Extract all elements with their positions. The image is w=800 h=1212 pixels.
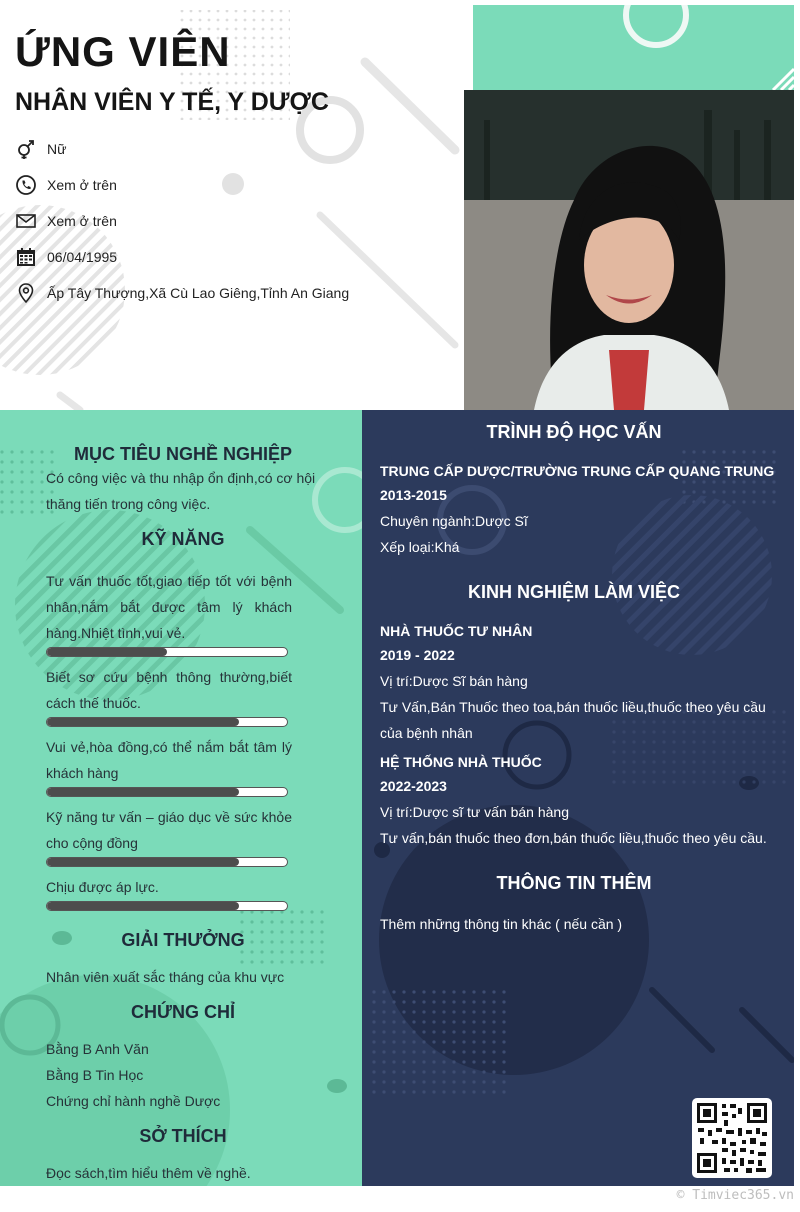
extra-text: Thêm những thông tin khác ( nếu cần ) (380, 916, 623, 932)
skill-4-bar (46, 857, 288, 867)
candidate-role: NHÂN VIÊN Y TẾ, Y DƯỢC (15, 88, 329, 116)
header-teal-block (473, 5, 794, 90)
skill-4-text: Kỹ năng tư vấn – giáo dục về sức khỏe cho cộng đồng (46, 809, 292, 851)
hobbies-text: Đọc sách,tìm hiểu thêm về nghề. (46, 1165, 251, 1181)
skill-bar-fill (47, 788, 239, 796)
gender-row (15, 137, 455, 161)
location-icon (15, 282, 37, 304)
education-major: Chuyên ngành:Dược Sĩ (380, 513, 528, 529)
skill-5-text: Chịu được áp lực. (46, 879, 159, 895)
skill-bar-fill (47, 858, 239, 866)
left-column (0, 410, 362, 1186)
candidate-photo-illustration (464, 90, 794, 410)
skill-3-text: Vui vẻ,hòa đồng,có thể nắm bắt tâm lý khách hàng (46, 739, 292, 781)
skill-2-bar (46, 717, 288, 727)
objective-title: MỤC TIÊU NGHỀ NGHIỆP (73, 444, 292, 464)
footer-credit: © Timviec365.vn (676, 1188, 794, 1203)
address-row (15, 281, 455, 305)
skill-bar-fill (47, 648, 167, 656)
job-1-period: 2019 - 2022 (380, 647, 455, 663)
email-value: Xem ở trên (47, 213, 117, 229)
candidate-name: ỨNG VIÊN (15, 28, 231, 75)
qr-code-icon (692, 1098, 772, 1178)
phone-value: Xem ở trên (47, 177, 117, 193)
education-period: 2013-2015 (380, 487, 447, 503)
education-school: TRUNG CẤP DƯỢC/TRƯỜNG TRUNG CẤP QUANG TRUNG (380, 463, 775, 479)
right-column (362, 410, 794, 1186)
skill-3-bar (46, 787, 288, 797)
calendar-icon (15, 246, 37, 268)
gender-icon (15, 138, 37, 160)
certificate-item: Bằng B Tin Học (46, 1067, 144, 1083)
skill-5-bar (46, 901, 288, 911)
skill-2-text: Biết sơ cứu bệnh thông thường,biết cách thế thuốc. (46, 669, 292, 711)
address-value: Ấp Tây Thượng,Xã Cù Lao Giêng,Tỉnh An Giang (47, 285, 350, 301)
skill-1-bar (46, 647, 288, 657)
job-1-position: Vị trí:Dược Sĩ bán hàng (380, 673, 528, 689)
certificate-item: Bằng B Anh Văn (46, 1041, 149, 1057)
email-row (15, 209, 455, 233)
job-1-company: NHÀ THUỐC TƯ NHÂN (380, 623, 533, 639)
phone-row (15, 173, 455, 197)
job-2-period: 2022-2023 (380, 778, 447, 794)
candidate-photo (464, 90, 794, 410)
award-item: Nhân viên xuất sắc tháng của khu vực (46, 969, 285, 985)
experience-title: KINH NGHIỆM LÀM VIỆC (467, 582, 680, 602)
skills-title: KỸ NĂNG (141, 529, 225, 549)
qr-code[interactable] (692, 1098, 772, 1178)
certificates-title: CHỨNG CHỈ (131, 1002, 235, 1022)
education-title: TRÌNH ĐỘ HỌC VẤN (486, 422, 662, 442)
birthday-row (15, 245, 455, 269)
cv-header (0, 0, 794, 410)
job-1-description: Tư Vấn,Bán Thuốc theo toa,bán thuốc liều,thuốc theo yêu cầu của bệnh nhân (380, 699, 766, 741)
email-icon (15, 210, 37, 232)
birthday-value: 06/04/1995 (47, 249, 118, 265)
hobbies-title: SỞ THÍCH (139, 1126, 227, 1146)
skill-1-text: Tư vấn thuốc tốt,giao tiếp tốt với bệnh nhân,nắm bắt được tâm lý khách hàng.Nhiệt tình,vui vẻ. (46, 573, 292, 641)
phone-icon (15, 174, 37, 196)
job-2-company: HỆ THỐNG NHÀ THUỐC (380, 754, 542, 770)
job-2-position: Vị trí:Dược sĩ tư vấn bán hàng (380, 804, 570, 820)
gender-value: Nữ (47, 141, 67, 157)
objective-text: Có công việc và thu nhập ổn định,có cơ hội thăng tiến trong công việc. (46, 470, 316, 512)
teal-block-decoration (473, 5, 794, 90)
awards-title: GIẢI THƯỞNG (121, 930, 245, 950)
skill-bar-fill (47, 718, 239, 726)
skill-bar-fill (47, 902, 239, 910)
certificate-item: Chứng chỉ hành nghề Dược (46, 1093, 221, 1109)
education-grade: Xếp loại:Khá (380, 539, 460, 555)
job-2-description: Tư vấn,bán thuốc theo đơn,bán thuốc liều,thuốc theo yêu cầu. (380, 830, 767, 846)
extra-title: THÔNG TIN THÊM (496, 873, 652, 893)
